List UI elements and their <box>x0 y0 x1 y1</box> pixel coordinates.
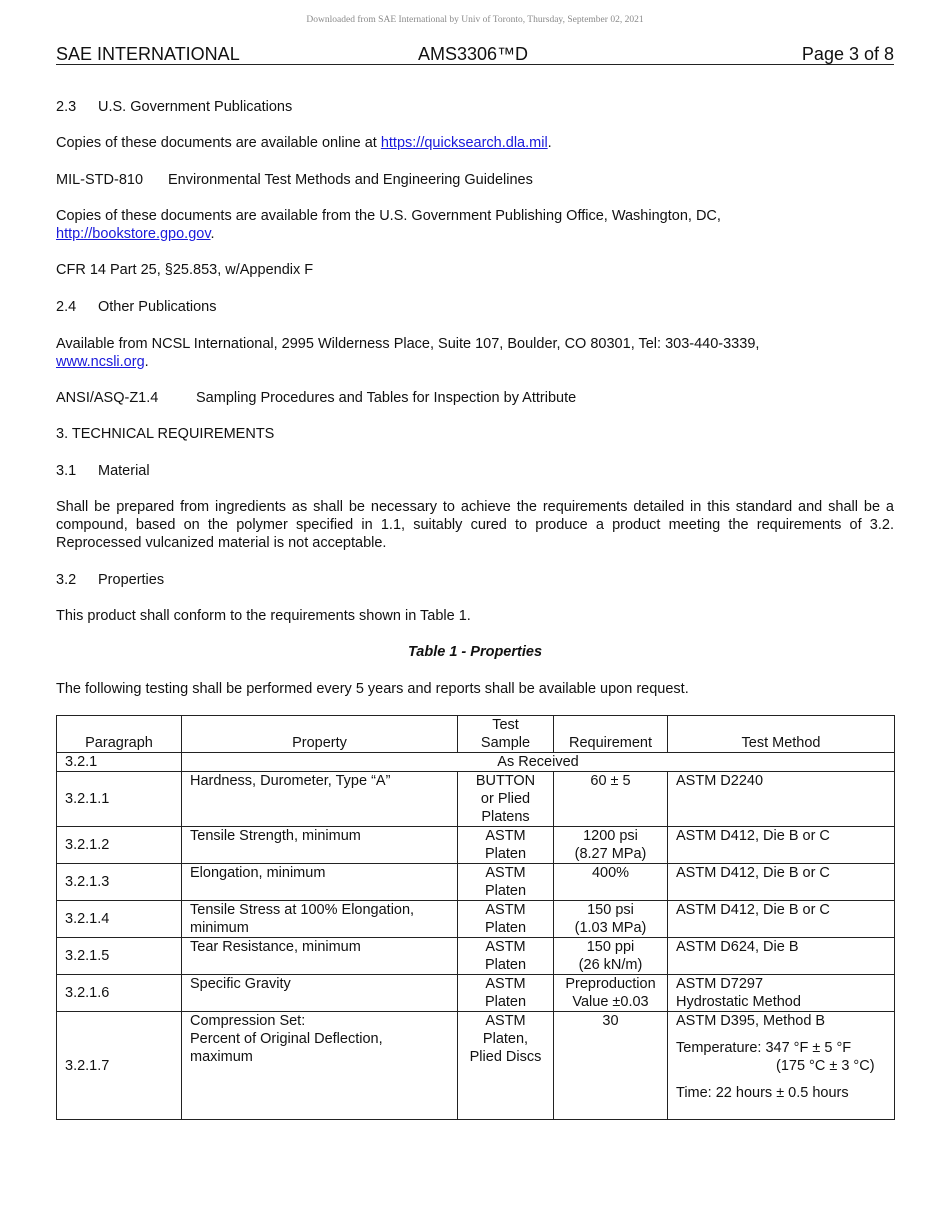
row-method: ASTM D412, Die B or C <box>668 901 895 938</box>
table-row <box>57 1012 895 1120</box>
group-label: As Received <box>182 753 895 772</box>
row-requirement: 30 <box>554 1012 668 1120</box>
row-requirement: 150 psi (1.03 MPa) <box>554 901 668 938</box>
header-doc-number: AMS3306™D <box>418 44 529 64</box>
row-requirement: Preproduction Value ±0.03 <box>554 975 668 1012</box>
table-row <box>57 864 895 901</box>
material-paragraph: Shall be prepared from ingredients as shall be necessary to achieve the requirements detailed in this standard and shall be a compound, based on the polymer specified in 1.1, suitably cured to produce a product meeting the requirements of 3.2. Reprocessed vulcanized material is not acceptable. <box>56 499 894 551</box>
table-caption: Table 1 - Properties <box>407 644 543 660</box>
row-sample: ASTM Platen <box>458 864 554 901</box>
ncsl-link[interactable]: www.ncsli.org <box>56 354 145 370</box>
section-3-heading: 3. TECHNICAL REQUIREMENTS <box>56 426 275 442</box>
section-3-1-heading: 3.1 Material <box>56 463 150 479</box>
row-paragraph: 3.2.1.1 <box>57 772 182 827</box>
row-sample: ASTM Platen <box>458 975 554 1012</box>
properties-paragraph: This product shall conform to the requirements shown in Table 1. <box>56 608 471 624</box>
mil-std-reference: MIL-STD-810 Environmental Test Methods and Engineering Guidelines <box>56 172 533 188</box>
row-paragraph: 3.2.1.2 <box>57 827 182 864</box>
header-page-number: Page 3 of 8 <box>801 44 894 64</box>
properties-table <box>56 715 895 1120</box>
row-property: Elongation, minimum <box>182 864 458 901</box>
table-row <box>57 938 895 975</box>
row-method: ASTM D2240 <box>668 772 895 827</box>
gpo-link[interactable]: http://bookstore.gpo.gov <box>56 226 211 242</box>
header-org: SAE INTERNATIONAL <box>56 44 240 64</box>
row-sample: ASTM Platen <box>458 827 554 864</box>
gpo-availability: Copies of these documents are available from the U.S. Government Publishing Office, Washington, DC, http://bookstore.gpo.gov. <box>56 208 721 242</box>
col-header-paragraph: Paragraph <box>57 716 182 753</box>
row-sample: ASTM Platen, Plied Discs <box>458 1012 554 1120</box>
row-paragraph: 3.2.1.5 <box>57 938 182 975</box>
dla-availability: Copies of these documents are available online at https://quicksearch.dla.mil. <box>56 135 552 151</box>
cfr-reference: CFR 14 Part 25, §25.853, w/Appendix F <box>56 262 314 278</box>
section-2-4-heading: 2.4 Other Publications <box>56 299 217 315</box>
row-sample: BUTTON or Plied Platens <box>458 772 554 827</box>
row-method: ASTM D624, Die B <box>668 938 895 975</box>
col-header-test-sample: Test Sample <box>458 716 554 753</box>
download-watermark: Downloaded from SAE International by Univ of Toronto, Thursday, September 02, 2021 <box>306 15 644 25</box>
row-requirement: 60 ± 5 <box>554 772 668 827</box>
table-row <box>57 772 895 827</box>
row-property: Compression Set: Percent of Original Deflection, maximum <box>182 1012 458 1120</box>
row-method: ASTM D412, Die B or C <box>668 864 895 901</box>
table-row <box>57 827 895 864</box>
col-header-property: Property <box>182 716 458 753</box>
row-paragraph: 3.2.1.3 <box>57 864 182 901</box>
row-requirement: 1200 psi (8.27 MPa) <box>554 827 668 864</box>
row-paragraph: 3.2.1.4 <box>57 901 182 938</box>
table-header-row <box>57 716 895 753</box>
row-sample: ASTM Platen <box>458 938 554 975</box>
table-group-row <box>57 753 895 772</box>
col-header-requirement: Requirement <box>554 716 668 753</box>
group-paragraph: 3.2.1 <box>57 753 182 772</box>
row-method: ASTM D7297 Hydrostatic Method <box>668 975 895 1012</box>
row-property: Hardness, Durometer, Type “A” <box>182 772 458 827</box>
table-row <box>57 901 895 938</box>
row-property: Tensile Strength, minimum <box>182 827 458 864</box>
testing-paragraph: The following testing shall be performed every 5 years and reports shall be available upon request. <box>56 681 689 697</box>
row-requirement: 150 ppi (26 kN/m) <box>554 938 668 975</box>
row-sample: ASTM Platen <box>458 901 554 938</box>
section-2-3-heading: 2.3 U.S. Government Publications <box>56 99 293 115</box>
col-header-test-method: Test Method <box>668 716 895 753</box>
row-paragraph: 3.2.1.6 <box>57 975 182 1012</box>
ansi-reference: ANSI/ASQ-Z1.4 Sampling Procedures and Tables for Inspection by Attribute <box>56 390 577 406</box>
row-property: Tear Resistance, minimum <box>182 938 458 975</box>
section-3-2-heading: 3.2 Properties <box>56 572 165 588</box>
dla-link[interactable]: https://quicksearch.dla.mil <box>380 135 548 151</box>
row-method: ASTM D395, Method B Temperature: 347 °F ± 5 °F (175 °C ± 3 °C) Time: 22 hours ± 0.5 hours <box>668 1012 895 1120</box>
row-requirement: 400% <box>554 864 668 901</box>
row-method: ASTM D412, Die B or C <box>668 827 895 864</box>
ncsl-availability: Available from NCSL International, 2995 Wilderness Place, Suite 107, Boulder, CO 80301, Tel: 303-440-3339, www.ncsli.org. <box>56 336 760 370</box>
row-property: Specific Gravity <box>182 975 458 1012</box>
row-property: Tensile Stress at 100% Elongation, minimum <box>182 901 458 938</box>
row-paragraph: 3.2.1.7 <box>57 1012 182 1120</box>
table-row <box>57 975 895 1012</box>
page-header <box>56 44 894 65</box>
